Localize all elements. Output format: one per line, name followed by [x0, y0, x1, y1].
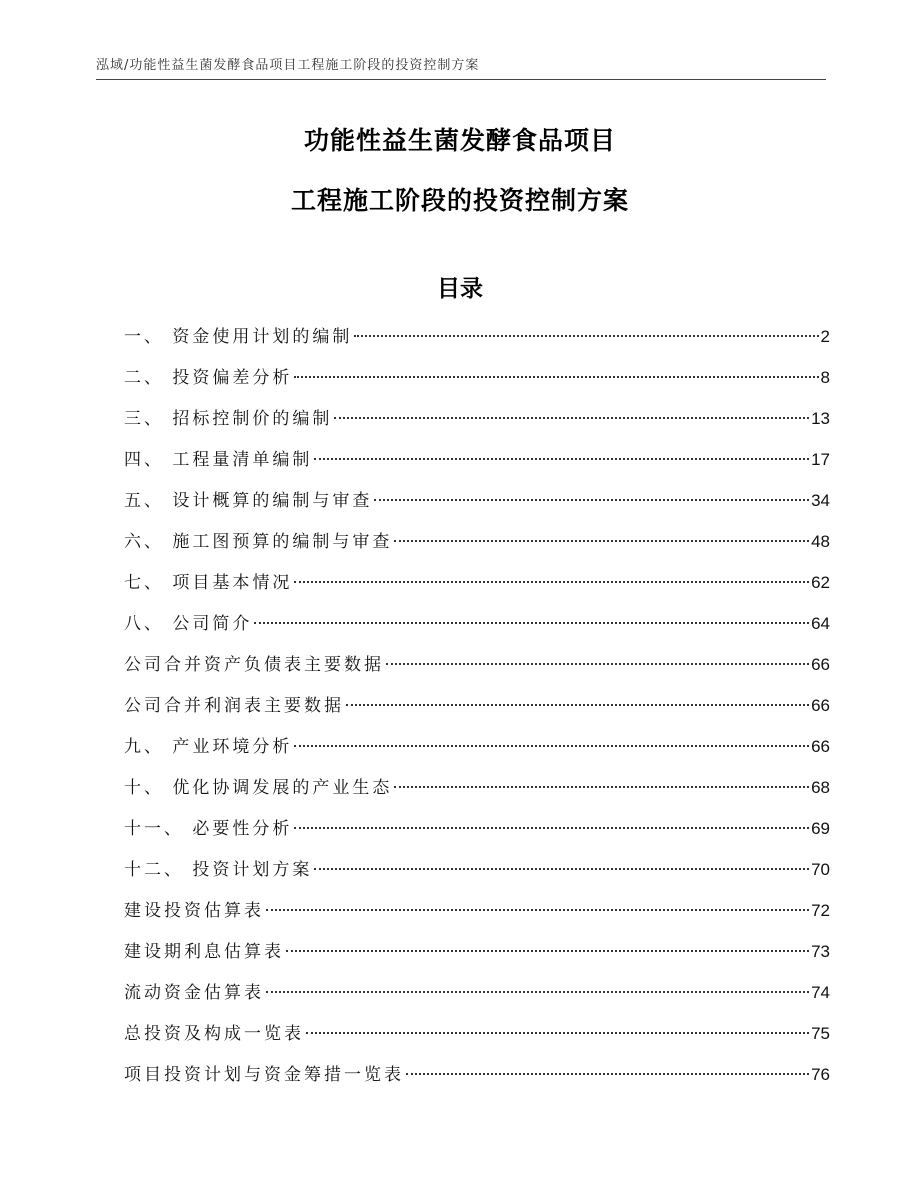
toc-entry[interactable]	[124, 814, 830, 855]
toc-entry-page: 17	[811, 450, 830, 469]
toc-entry[interactable]	[124, 855, 830, 896]
toc-entry-label: 五、 设计概算的编制与审查	[124, 491, 373, 511]
toc-entry-label: 十、 优化协调发展的产业生态	[124, 778, 393, 798]
table-of-contents	[124, 322, 830, 1101]
toc-entry-label: 三、 招标控制价的编制	[124, 409, 333, 429]
toc-entry[interactable]	[124, 527, 830, 568]
toc-entry[interactable]	[124, 609, 830, 650]
document-title-line-1: 功能性益生菌发酵食品项目	[303, 126, 616, 155]
toc-entry-page: 8	[820, 368, 830, 387]
toc-entry[interactable]	[124, 404, 830, 445]
toc-entry-page: 69	[811, 819, 830, 838]
toc-leader-dots	[286, 950, 809, 952]
toc-entry-page: 68	[811, 778, 830, 797]
toc-entry-label: 八、 公司简介	[124, 614, 253, 634]
toc-entry[interactable]	[124, 937, 830, 978]
toc-entry-label: 公司合并利润表主要数据	[124, 696, 344, 716]
toc-entry-page: 13	[811, 409, 830, 428]
toc-entry-page: 70	[811, 860, 830, 879]
toc-entry-label: 项目投资计划与资金筹措一览表	[124, 1065, 404, 1085]
document-title-line-2: 工程施工阶段的投资控制方案	[290, 186, 629, 215]
toc-leader-dots	[346, 704, 809, 706]
toc-entry-page: 66	[811, 737, 830, 756]
toc-leader-dots	[386, 663, 809, 665]
toc-entry[interactable]	[124, 896, 830, 937]
toc-entry[interactable]	[124, 486, 830, 527]
toc-leader-dots	[406, 1073, 809, 1075]
toc-leader-dots	[334, 417, 809, 419]
toc-entry-label: 建设期利息估算表	[124, 942, 284, 962]
toc-entry-label: 一、 资金使用计划的编制	[124, 327, 353, 347]
toc-entry-page: 74	[811, 983, 830, 1002]
toc-entry-page: 62	[811, 573, 830, 592]
toc-entry[interactable]	[124, 732, 830, 773]
toc-entry-page: 75	[811, 1024, 830, 1043]
toc-entry[interactable]	[124, 978, 830, 1019]
toc-entry[interactable]	[124, 322, 830, 363]
toc-entry-page: 66	[811, 655, 830, 674]
toc-entry[interactable]	[124, 363, 830, 404]
toc-entry[interactable]	[124, 773, 830, 814]
toc-leader-dots	[306, 1032, 809, 1034]
toc-leader-dots	[294, 827, 809, 829]
toc-entry-label: 七、 项目基本情况	[124, 573, 293, 593]
toc-leader-dots	[294, 745, 809, 747]
toc-entry-label: 四、 工程量清单编制	[124, 450, 313, 470]
toc-leader-dots	[266, 991, 809, 993]
toc-entry-label: 六、 施工图预算的编制与审查	[124, 532, 393, 552]
toc-leader-dots	[314, 868, 809, 870]
toc-entry[interactable]	[124, 650, 830, 691]
toc-leader-dots	[314, 458, 809, 460]
toc-entry-label: 二、 投资偏差分析	[124, 368, 293, 388]
header-rule	[96, 79, 826, 80]
toc-entry-page: 73	[811, 942, 830, 961]
toc-entry-label: 九、 产业环境分析	[124, 737, 293, 757]
toc-entry-label: 总投资及构成一览表	[124, 1024, 304, 1044]
toc-entry-label: 公司合并资产负债表主要数据	[124, 655, 384, 675]
toc-entry-page: 72	[811, 901, 830, 920]
toc-entry[interactable]	[124, 568, 830, 609]
toc-entry-page: 76	[811, 1065, 830, 1084]
toc-entry-label: 建设投资估算表	[124, 901, 264, 921]
toc-entry-page: 64	[811, 614, 830, 633]
toc-entry[interactable]	[124, 445, 830, 486]
toc-entry[interactable]	[124, 1060, 830, 1101]
toc-entry[interactable]	[124, 1019, 830, 1060]
toc-entry-page: 34	[811, 491, 830, 510]
toc-entry-page: 48	[811, 532, 830, 551]
toc-leader-dots	[294, 581, 809, 583]
toc-leader-dots	[394, 786, 809, 788]
toc-entry[interactable]	[124, 691, 830, 732]
toc-entry-label: 十二、 投资计划方案	[124, 860, 313, 880]
toc-heading: 目录	[437, 276, 483, 302]
toc-entry-page: 2	[820, 327, 830, 346]
toc-leader-dots	[374, 499, 809, 501]
running-header: 泓域/功能性益生菌发酵食品项目工程施工阶段的投资控制方案	[96, 58, 480, 73]
toc-leader-dots	[254, 622, 809, 624]
toc-leader-dots	[394, 540, 809, 542]
toc-entry-page: 66	[811, 696, 830, 715]
toc-leader-dots	[294, 376, 818, 378]
toc-entry-label: 流动资金估算表	[124, 983, 264, 1003]
toc-leader-dots	[266, 909, 809, 911]
toc-entry-label: 十一、 必要性分析	[124, 819, 293, 839]
toc-leader-dots	[354, 335, 818, 337]
